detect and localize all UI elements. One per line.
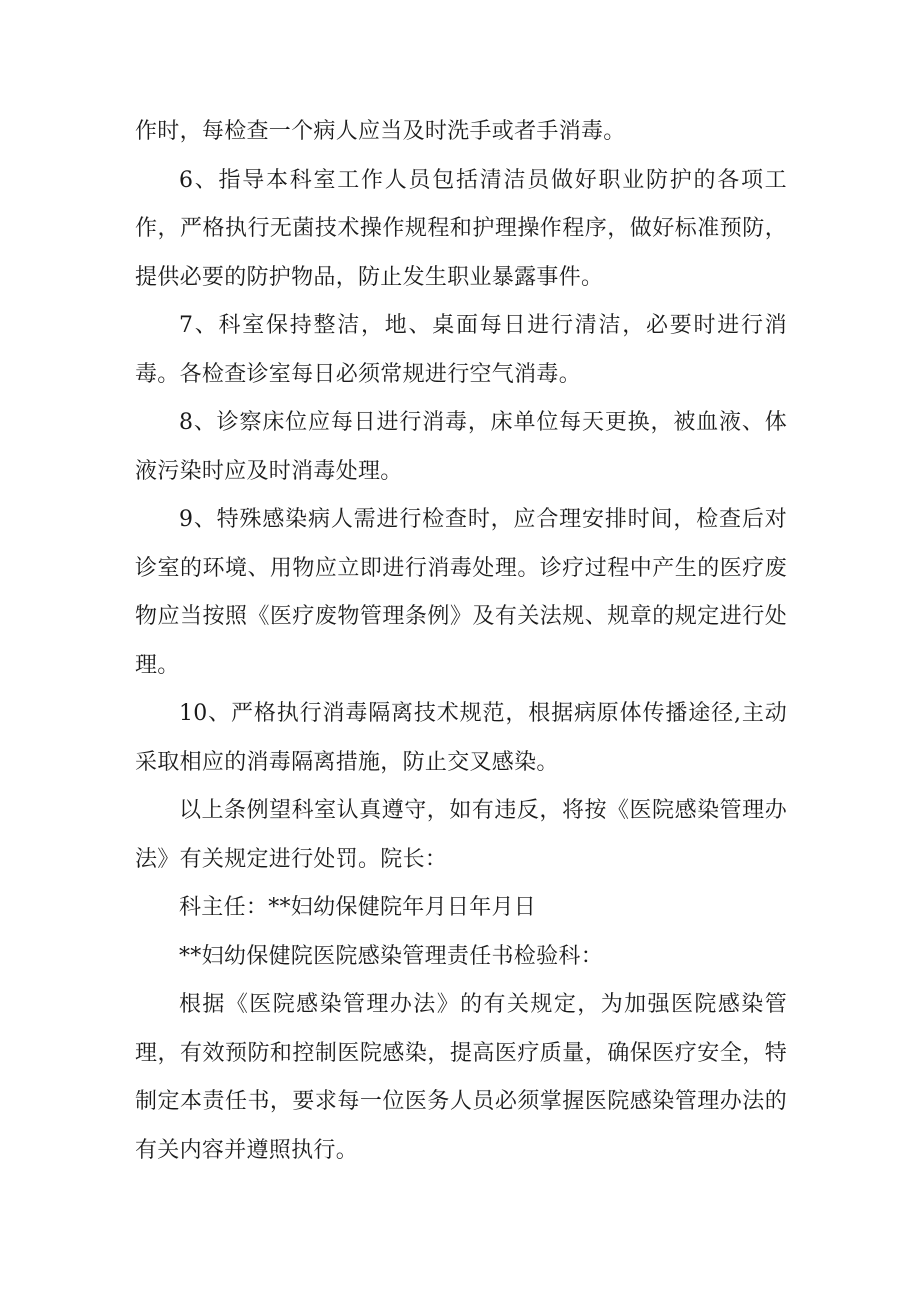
paragraph-item-10: 10、严格执行消毒隔离技术规范，根据病原体传播途径,主动采取相应的消毒隔离措施，防止交叉感染。 — [135, 701, 787, 775]
paragraph-item-7: 7、科室保持整洁，地、桌面每日进行清洁，必要时进行消毒。各检查诊室每日必须常规进行空气消毒。 — [135, 313, 787, 387]
paragraph-closing-note: 以上条例望科室认真遵守，如有违反，将按《医院感染管理办法》有关规定进行处罚。院长： — [135, 798, 787, 872]
paragraph-item-9: 9、特殊感染病人需进行检查时，应合理安排时间，检查后对诊室的环境、用物应立即进行消毒处理。诊疗过程中产生的医疗废物应当按照《医疗废物管理条例》及有关法规、规章的规定进行处理。 — [135, 507, 787, 678]
paragraph-item-8: 8、诊察床位应每日进行消毒，床单位每天更换，被血液、体液污染时应及时消毒处理。 — [135, 410, 787, 484]
paragraph-responsibility-intro: 根据《医院感染管理办法》的有关规定，为加强医院感染管理，有效预防和控制医院感染，提高医疗质量，确保医疗安全，特制定本责任书，要求每一位医务人员必须掌握医院感染管理办法的有关内容并遵照执行。 — [135, 992, 787, 1163]
paragraph-item-6: 6、指导本科室工作人员包括清洁员做好职业防护的各项工作，严格执行无菌技术操作规程和护理操作程序，做好标准预防，提供必要的防护物品，防止发生职业暴露事件。 — [135, 167, 787, 290]
paragraph-continuation: 作时，每检查一个病人应当及时洗手或者手消毒。 — [135, 119, 626, 144]
paragraph-section-title: **妇幼保健院医院感染管理责任书检验科： — [179, 943, 604, 969]
document-body — [135, 108, 787, 1175]
paragraph-signature-line: 科主任：**妇幼保健院年月日年月日 — [179, 895, 537, 920]
